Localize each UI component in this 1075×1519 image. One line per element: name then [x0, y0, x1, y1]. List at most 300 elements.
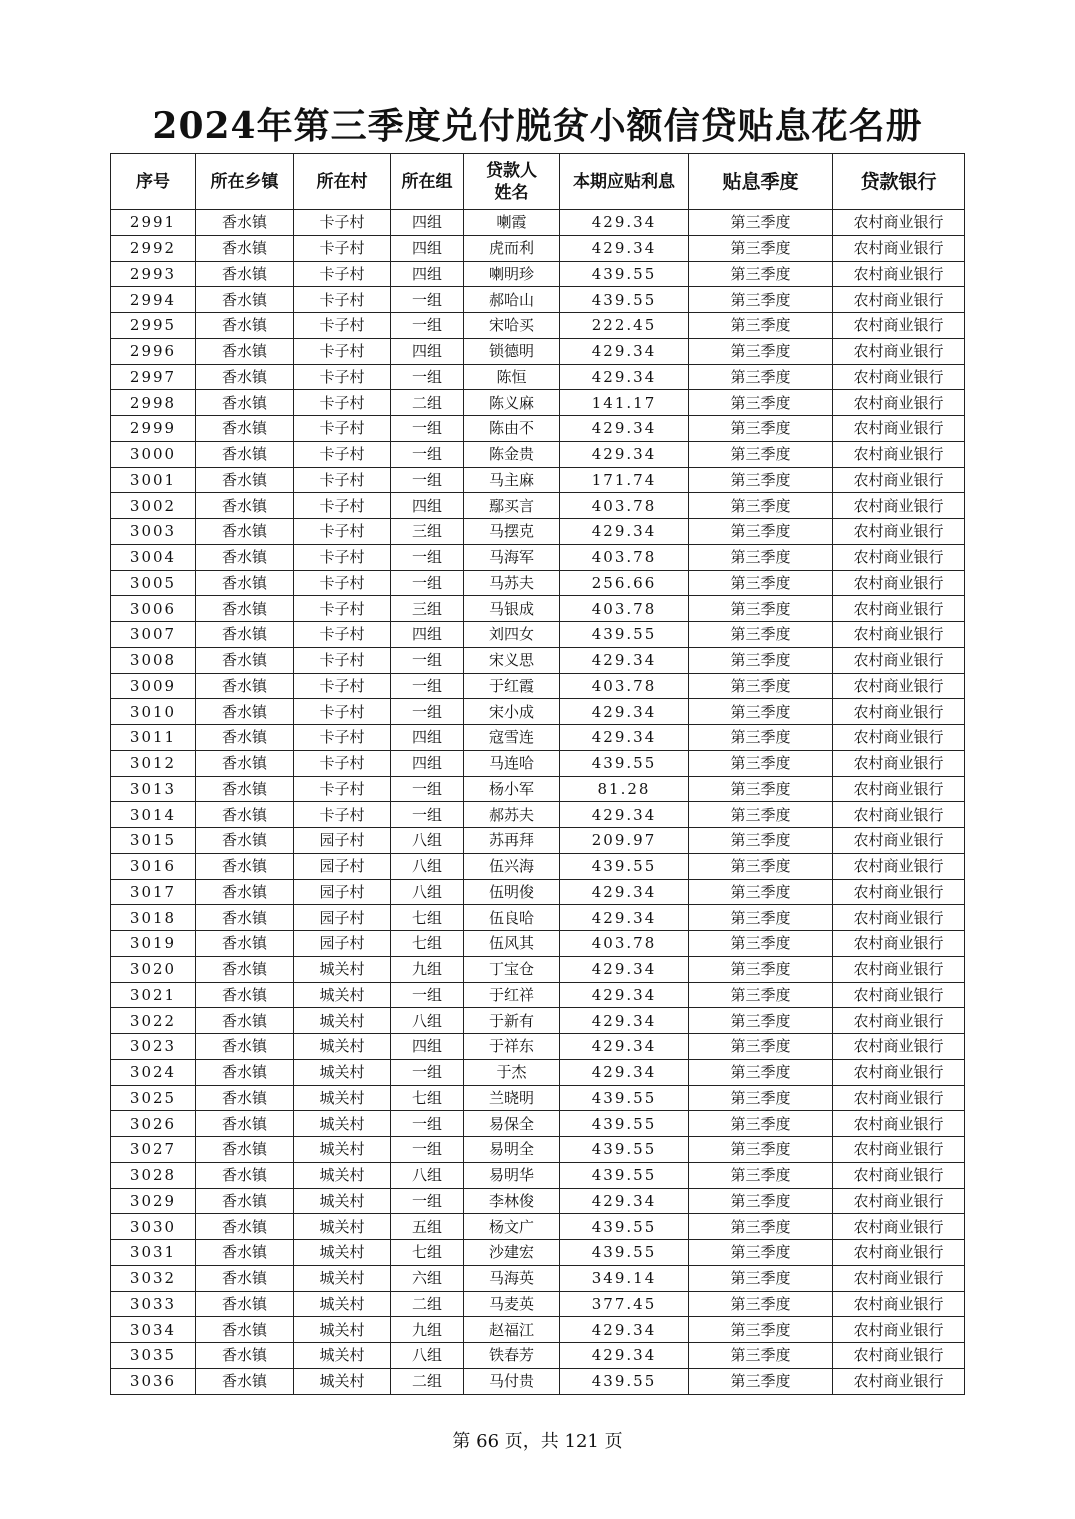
borrower-name-cell: 伍兴海: [464, 853, 560, 879]
row-index: 3022: [111, 1008, 196, 1034]
quarter-cell: 第三季度: [689, 441, 833, 467]
quarter-cell: 第三季度: [689, 776, 833, 802]
row-index: 3001: [111, 467, 196, 493]
borrower-name-cell: 杨小军: [464, 776, 560, 802]
group-cell: 一组: [391, 467, 464, 493]
quarter-cell: 第三季度: [689, 1162, 833, 1188]
quarter-cell: 第三季度: [689, 1265, 833, 1291]
borrower-name-cell: 杨文广: [464, 1214, 560, 1240]
group-cell: 四组: [391, 235, 464, 261]
table-row: [111, 519, 965, 545]
quarter-cell: 第三季度: [689, 982, 833, 1008]
table-row: [111, 828, 965, 854]
township-cell: 香水镇: [196, 776, 294, 802]
bank-cell: 农村商业银行: [833, 1214, 965, 1240]
interest-cell: 439.55: [560, 622, 689, 648]
interest-cell: 439.55: [560, 287, 689, 313]
row-index: 3020: [111, 956, 196, 982]
borrower-name-cell: 虎而利: [464, 235, 560, 261]
village-cell: 城关村: [294, 1059, 391, 1085]
group-cell: 八组: [391, 853, 464, 879]
bank-cell: 农村商业银行: [833, 313, 965, 339]
table-row: [111, 1111, 965, 1137]
quarter-cell: 第三季度: [689, 1111, 833, 1137]
row-index: 3004: [111, 544, 196, 570]
row-index: 3035: [111, 1343, 196, 1369]
interest-cell: 429.34: [560, 519, 689, 545]
table-row: [111, 1343, 965, 1369]
row-index: 3002: [111, 493, 196, 519]
row-index: 3008: [111, 647, 196, 673]
group-cell: 四组: [391, 493, 464, 519]
township-cell: 香水镇: [196, 493, 294, 519]
borrower-name-cell: 寇雪连: [464, 725, 560, 751]
quarter-cell: 第三季度: [689, 596, 833, 622]
quarter-cell: 第三季度: [689, 467, 833, 493]
interest-cell: 429.34: [560, 1343, 689, 1369]
table-row: [111, 1317, 965, 1343]
village-cell: 城关村: [294, 1343, 391, 1369]
table-header-row: [111, 154, 965, 210]
table-row: [111, 596, 965, 622]
village-cell: 卡子村: [294, 673, 391, 699]
group-cell: 一组: [391, 1111, 464, 1137]
row-index: 3009: [111, 673, 196, 699]
village-cell: 卡子村: [294, 750, 391, 776]
interest-cell: 403.78: [560, 596, 689, 622]
borrower-name-cell: 刘四女: [464, 622, 560, 648]
interest-cell: 429.34: [560, 338, 689, 364]
group-cell: 六组: [391, 1265, 464, 1291]
group-cell: 一组: [391, 313, 464, 339]
row-index: 3023: [111, 1034, 196, 1060]
interest-cell: 429.34: [560, 699, 689, 725]
table-row: [111, 261, 965, 287]
column-header-borrower: 贷款人 姓名: [464, 154, 560, 210]
township-cell: 香水镇: [196, 287, 294, 313]
table-row: [111, 853, 965, 879]
bank-cell: 农村商业银行: [833, 1059, 965, 1085]
village-cell: 园子村: [294, 879, 391, 905]
township-cell: 香水镇: [196, 699, 294, 725]
township-cell: 香水镇: [196, 905, 294, 931]
township-cell: 香水镇: [196, 673, 294, 699]
township-cell: 香水镇: [196, 879, 294, 905]
row-index: 3003: [111, 519, 196, 545]
interest-cell: 429.34: [560, 1059, 689, 1085]
quarter-cell: 第三季度: [689, 544, 833, 570]
bank-cell: 农村商业银行: [833, 982, 965, 1008]
village-cell: 城关村: [294, 956, 391, 982]
borrower-name-cell: 伍明俊: [464, 879, 560, 905]
quarter-cell: 第三季度: [689, 1214, 833, 1240]
quarter-cell: 第三季度: [689, 931, 833, 957]
group-cell: 七组: [391, 1240, 464, 1266]
interest-cell: 439.55: [560, 1162, 689, 1188]
township-cell: 香水镇: [196, 1214, 294, 1240]
interest-cell: 429.34: [560, 441, 689, 467]
township-cell: 香水镇: [196, 313, 294, 339]
column-header-group: 所在组: [391, 154, 464, 210]
table-row: [111, 390, 965, 416]
bank-cell: 农村商业银行: [833, 1034, 965, 1060]
row-index: 3000: [111, 441, 196, 467]
borrower-name-cell: 伍良哈: [464, 905, 560, 931]
interest-cell: 439.55: [560, 1214, 689, 1240]
table-row: [111, 544, 965, 570]
borrower-name-cell: 易明华: [464, 1162, 560, 1188]
table-row: [111, 725, 965, 751]
group-cell: 四组: [391, 261, 464, 287]
village-cell: 城关村: [294, 982, 391, 1008]
table-row: [111, 493, 965, 519]
column-header-quarter: 贴息季度: [689, 154, 833, 210]
township-cell: 香水镇: [196, 390, 294, 416]
table-row: [111, 235, 965, 261]
interest-cell: 429.34: [560, 1008, 689, 1034]
village-cell: 城关村: [294, 1291, 391, 1317]
township-cell: 香水镇: [196, 1240, 294, 1266]
interest-cell: 377.45: [560, 1291, 689, 1317]
township-cell: 香水镇: [196, 647, 294, 673]
row-index: 2995: [111, 313, 196, 339]
village-cell: 卡子村: [294, 287, 391, 313]
row-index: 3013: [111, 776, 196, 802]
village-cell: 城关村: [294, 1137, 391, 1163]
group-cell: 一组: [391, 1059, 464, 1085]
table-row: [111, 210, 965, 236]
borrower-name-cell: 马麦英: [464, 1291, 560, 1317]
interest-cell: 429.34: [560, 235, 689, 261]
table-row: [111, 905, 965, 931]
village-cell: 卡子村: [294, 210, 391, 236]
bank-cell: 农村商业银行: [833, 622, 965, 648]
page-title: 2024年第三季度兑付脱贫小额信贷贴息花名册: [152, 105, 923, 147]
village-cell: 卡子村: [294, 493, 391, 519]
row-index: 3007: [111, 622, 196, 648]
quarter-cell: 第三季度: [689, 1008, 833, 1034]
group-cell: 一组: [391, 802, 464, 828]
borrower-name-cell: 易保全: [464, 1111, 560, 1137]
borrower-name-cell: 宋哈买: [464, 313, 560, 339]
quarter-cell: 第三季度: [689, 313, 833, 339]
interest-cell: 429.34: [560, 416, 689, 442]
borrower-name-cell: 兰晓明: [464, 1085, 560, 1111]
bank-cell: 农村商业银行: [833, 1008, 965, 1034]
borrower-name-cell: 马苏夫: [464, 570, 560, 596]
township-cell: 香水镇: [196, 1111, 294, 1137]
interest-cell: 429.34: [560, 1317, 689, 1343]
township-cell: 香水镇: [196, 416, 294, 442]
bank-cell: 农村商业银行: [833, 235, 965, 261]
borrower-name-cell: 易明全: [464, 1137, 560, 1163]
bank-cell: 农村商业银行: [833, 544, 965, 570]
table-row: [111, 879, 965, 905]
group-cell: 一组: [391, 1188, 464, 1214]
group-cell: 五组: [391, 1214, 464, 1240]
village-cell: 卡子村: [294, 313, 391, 339]
group-cell: 八组: [391, 828, 464, 854]
bank-cell: 农村商业银行: [833, 750, 965, 776]
interest-cell: 209.97: [560, 828, 689, 854]
interest-cell: 403.78: [560, 493, 689, 519]
village-cell: 卡子村: [294, 699, 391, 725]
row-index: 3017: [111, 879, 196, 905]
village-cell: 城关村: [294, 1214, 391, 1240]
bank-cell: 农村商业银行: [833, 441, 965, 467]
bank-cell: 农村商业银行: [833, 647, 965, 673]
group-cell: 七组: [391, 905, 464, 931]
bank-cell: 农村商业银行: [833, 364, 965, 390]
group-cell: 一组: [391, 416, 464, 442]
group-cell: 一组: [391, 441, 464, 467]
borrower-name-cell: 鄢买言: [464, 493, 560, 519]
borrower-name-cell: 宋义思: [464, 647, 560, 673]
borrower-name-cell: 马主麻: [464, 467, 560, 493]
table-row: [111, 956, 965, 982]
table-row: [111, 313, 965, 339]
quarter-cell: 第三季度: [689, 905, 833, 931]
group-cell: 二组: [391, 390, 464, 416]
row-index: 3014: [111, 802, 196, 828]
borrower-name-cell: 于红霞: [464, 673, 560, 699]
bank-cell: 农村商业银行: [833, 699, 965, 725]
row-index: 3019: [111, 931, 196, 957]
borrower-name-cell: 赵福江: [464, 1317, 560, 1343]
row-index: 3028: [111, 1162, 196, 1188]
group-cell: 四组: [391, 210, 464, 236]
borrower-name-cell: 马海英: [464, 1265, 560, 1291]
interest-cell: 81.28: [560, 776, 689, 802]
group-cell: 九组: [391, 956, 464, 982]
group-cell: 一组: [391, 1137, 464, 1163]
table-row: [111, 364, 965, 390]
table-row: [111, 622, 965, 648]
borrower-name-cell: 于红祥: [464, 982, 560, 1008]
village-cell: 城关村: [294, 1162, 391, 1188]
quarter-cell: 第三季度: [689, 956, 833, 982]
table-row: [111, 647, 965, 673]
row-index: 3029: [111, 1188, 196, 1214]
borrower-name-cell: 郝哈山: [464, 287, 560, 313]
bank-cell: 农村商业银行: [833, 1343, 965, 1369]
quarter-cell: 第三季度: [689, 853, 833, 879]
interest-cell: 429.34: [560, 982, 689, 1008]
village-cell: 卡子村: [294, 235, 391, 261]
borrower-name-cell: 苏再拜: [464, 828, 560, 854]
row-index: 2991: [111, 210, 196, 236]
column-header-bank: 贷款银行: [833, 154, 965, 210]
borrower-name-cell: 陈恒: [464, 364, 560, 390]
quarter-cell: 第三季度: [689, 828, 833, 854]
township-cell: 香水镇: [196, 1291, 294, 1317]
quarter-cell: 第三季度: [689, 725, 833, 751]
village-cell: 卡子村: [294, 725, 391, 751]
borrower-name-cell: 陈义麻: [464, 390, 560, 416]
interest-cell: 439.55: [560, 1240, 689, 1266]
row-index: 3026: [111, 1111, 196, 1137]
township-cell: 香水镇: [196, 1085, 294, 1111]
table-row: [111, 287, 965, 313]
table-row: [111, 1085, 965, 1111]
village-cell: 卡子村: [294, 544, 391, 570]
village-cell: 园子村: [294, 905, 391, 931]
bank-cell: 农村商业银行: [833, 1111, 965, 1137]
group-cell: 八组: [391, 1008, 464, 1034]
column-header-interest: 本期应贴利息: [560, 154, 689, 210]
township-cell: 香水镇: [196, 1059, 294, 1085]
quarter-cell: 第三季度: [689, 338, 833, 364]
roster-body: [111, 210, 965, 1395]
village-cell: 卡子村: [294, 441, 391, 467]
village-cell: 园子村: [294, 931, 391, 957]
quarter-cell: 第三季度: [689, 1343, 833, 1369]
row-index: 3027: [111, 1137, 196, 1163]
table-row: [111, 673, 965, 699]
village-cell: 卡子村: [294, 570, 391, 596]
township-cell: 香水镇: [196, 956, 294, 982]
quarter-cell: 第三季度: [689, 1137, 833, 1163]
bank-cell: 农村商业银行: [833, 210, 965, 236]
village-cell: 城关村: [294, 1085, 391, 1111]
township-cell: 香水镇: [196, 570, 294, 596]
township-cell: 香水镇: [196, 1265, 294, 1291]
table-row: [111, 1291, 965, 1317]
row-index: 2999: [111, 416, 196, 442]
row-index: 3005: [111, 570, 196, 596]
bank-cell: 农村商业银行: [833, 673, 965, 699]
group-cell: 一组: [391, 699, 464, 725]
table-row: [111, 1240, 965, 1266]
bank-cell: 农村商业银行: [833, 931, 965, 957]
village-cell: 卡子村: [294, 802, 391, 828]
quarter-cell: 第三季度: [689, 879, 833, 905]
bank-cell: 农村商业银行: [833, 1240, 965, 1266]
village-cell: 城关村: [294, 1265, 391, 1291]
table-row: [111, 802, 965, 828]
bank-cell: 农村商业银行: [833, 828, 965, 854]
row-index: 3011: [111, 725, 196, 751]
quarter-cell: 第三季度: [689, 390, 833, 416]
borrower-name-cell: 丁宝仓: [464, 956, 560, 982]
interest-cell: 171.74: [560, 467, 689, 493]
group-cell: 四组: [391, 1034, 464, 1060]
township-cell: 香水镇: [196, 802, 294, 828]
group-cell: 一组: [391, 776, 464, 802]
quarter-cell: 第三季度: [689, 622, 833, 648]
row-index: 3016: [111, 853, 196, 879]
group-cell: 八组: [391, 1162, 464, 1188]
borrower-name-cell: 铁春芳: [464, 1343, 560, 1369]
interest-cell: 439.55: [560, 1111, 689, 1137]
row-index: 3031: [111, 1240, 196, 1266]
township-cell: 香水镇: [196, 1034, 294, 1060]
column-header-village: 所在村: [294, 154, 391, 210]
group-cell: 七组: [391, 931, 464, 957]
interest-cell: 439.55: [560, 1085, 689, 1111]
bank-cell: 农村商业银行: [833, 802, 965, 828]
quarter-cell: 第三季度: [689, 1085, 833, 1111]
column-header-township: 所在乡镇: [196, 154, 294, 210]
village-cell: 卡子村: [294, 647, 391, 673]
village-cell: 卡子村: [294, 596, 391, 622]
village-cell: 卡子村: [294, 776, 391, 802]
row-index: 2993: [111, 261, 196, 287]
village-cell: 卡子村: [294, 416, 391, 442]
row-index: 3025: [111, 1085, 196, 1111]
interest-cell: 256.66: [560, 570, 689, 596]
column-header-index: 序号: [111, 154, 196, 210]
bank-cell: 农村商业银行: [833, 1265, 965, 1291]
group-cell: 三组: [391, 519, 464, 545]
interest-cell: 439.55: [560, 853, 689, 879]
interest-cell: 403.78: [560, 544, 689, 570]
row-index: 3010: [111, 699, 196, 725]
village-cell: 卡子村: [294, 364, 391, 390]
township-cell: 香水镇: [196, 596, 294, 622]
table-row: [111, 1059, 965, 1085]
interest-cell: 403.78: [560, 931, 689, 957]
bank-cell: 农村商业银行: [833, 1291, 965, 1317]
row-index: 3018: [111, 905, 196, 931]
township-cell: 香水镇: [196, 441, 294, 467]
township-cell: 香水镇: [196, 261, 294, 287]
bank-cell: 农村商业银行: [833, 467, 965, 493]
bank-cell: 农村商业银行: [833, 905, 965, 931]
township-cell: 香水镇: [196, 210, 294, 236]
township-cell: 香水镇: [196, 1162, 294, 1188]
quarter-cell: 第三季度: [689, 1188, 833, 1214]
group-cell: 八组: [391, 879, 464, 905]
bank-cell: 农村商业银行: [833, 390, 965, 416]
village-cell: 园子村: [294, 853, 391, 879]
township-cell: 香水镇: [196, 1317, 294, 1343]
interest-cell: 429.34: [560, 1034, 689, 1060]
quarter-cell: 第三季度: [689, 364, 833, 390]
bank-cell: 农村商业银行: [833, 493, 965, 519]
row-index: 2996: [111, 338, 196, 364]
township-cell: 香水镇: [196, 235, 294, 261]
village-cell: 卡子村: [294, 622, 391, 648]
interest-cell: 222.45: [560, 313, 689, 339]
row-index: 2994: [111, 287, 196, 313]
bank-cell: 农村商业银行: [833, 776, 965, 802]
borrower-name-cell: 宋小成: [464, 699, 560, 725]
group-cell: 四组: [391, 750, 464, 776]
bank-cell: 农村商业银行: [833, 1162, 965, 1188]
interest-cell: 429.34: [560, 725, 689, 751]
bank-cell: 农村商业银行: [833, 416, 965, 442]
table-row: [111, 1265, 965, 1291]
table-row: [111, 1008, 965, 1034]
bank-cell: 农村商业银行: [833, 879, 965, 905]
quarter-cell: 第三季度: [689, 750, 833, 776]
quarter-cell: 第三季度: [689, 647, 833, 673]
borrower-name-cell: 锁德明: [464, 338, 560, 364]
bank-cell: 农村商业银行: [833, 725, 965, 751]
table-row: [111, 1034, 965, 1060]
interest-cell: 349.14: [560, 1265, 689, 1291]
group-cell: 一组: [391, 364, 464, 390]
row-index: 3012: [111, 750, 196, 776]
group-cell: 二组: [391, 1368, 464, 1394]
row-index: 2998: [111, 390, 196, 416]
borrower-name-cell: 马摆克: [464, 519, 560, 545]
interest-cell: 439.55: [560, 261, 689, 287]
group-cell: 一组: [391, 287, 464, 313]
quarter-cell: 第三季度: [689, 1317, 833, 1343]
row-index: 3015: [111, 828, 196, 854]
